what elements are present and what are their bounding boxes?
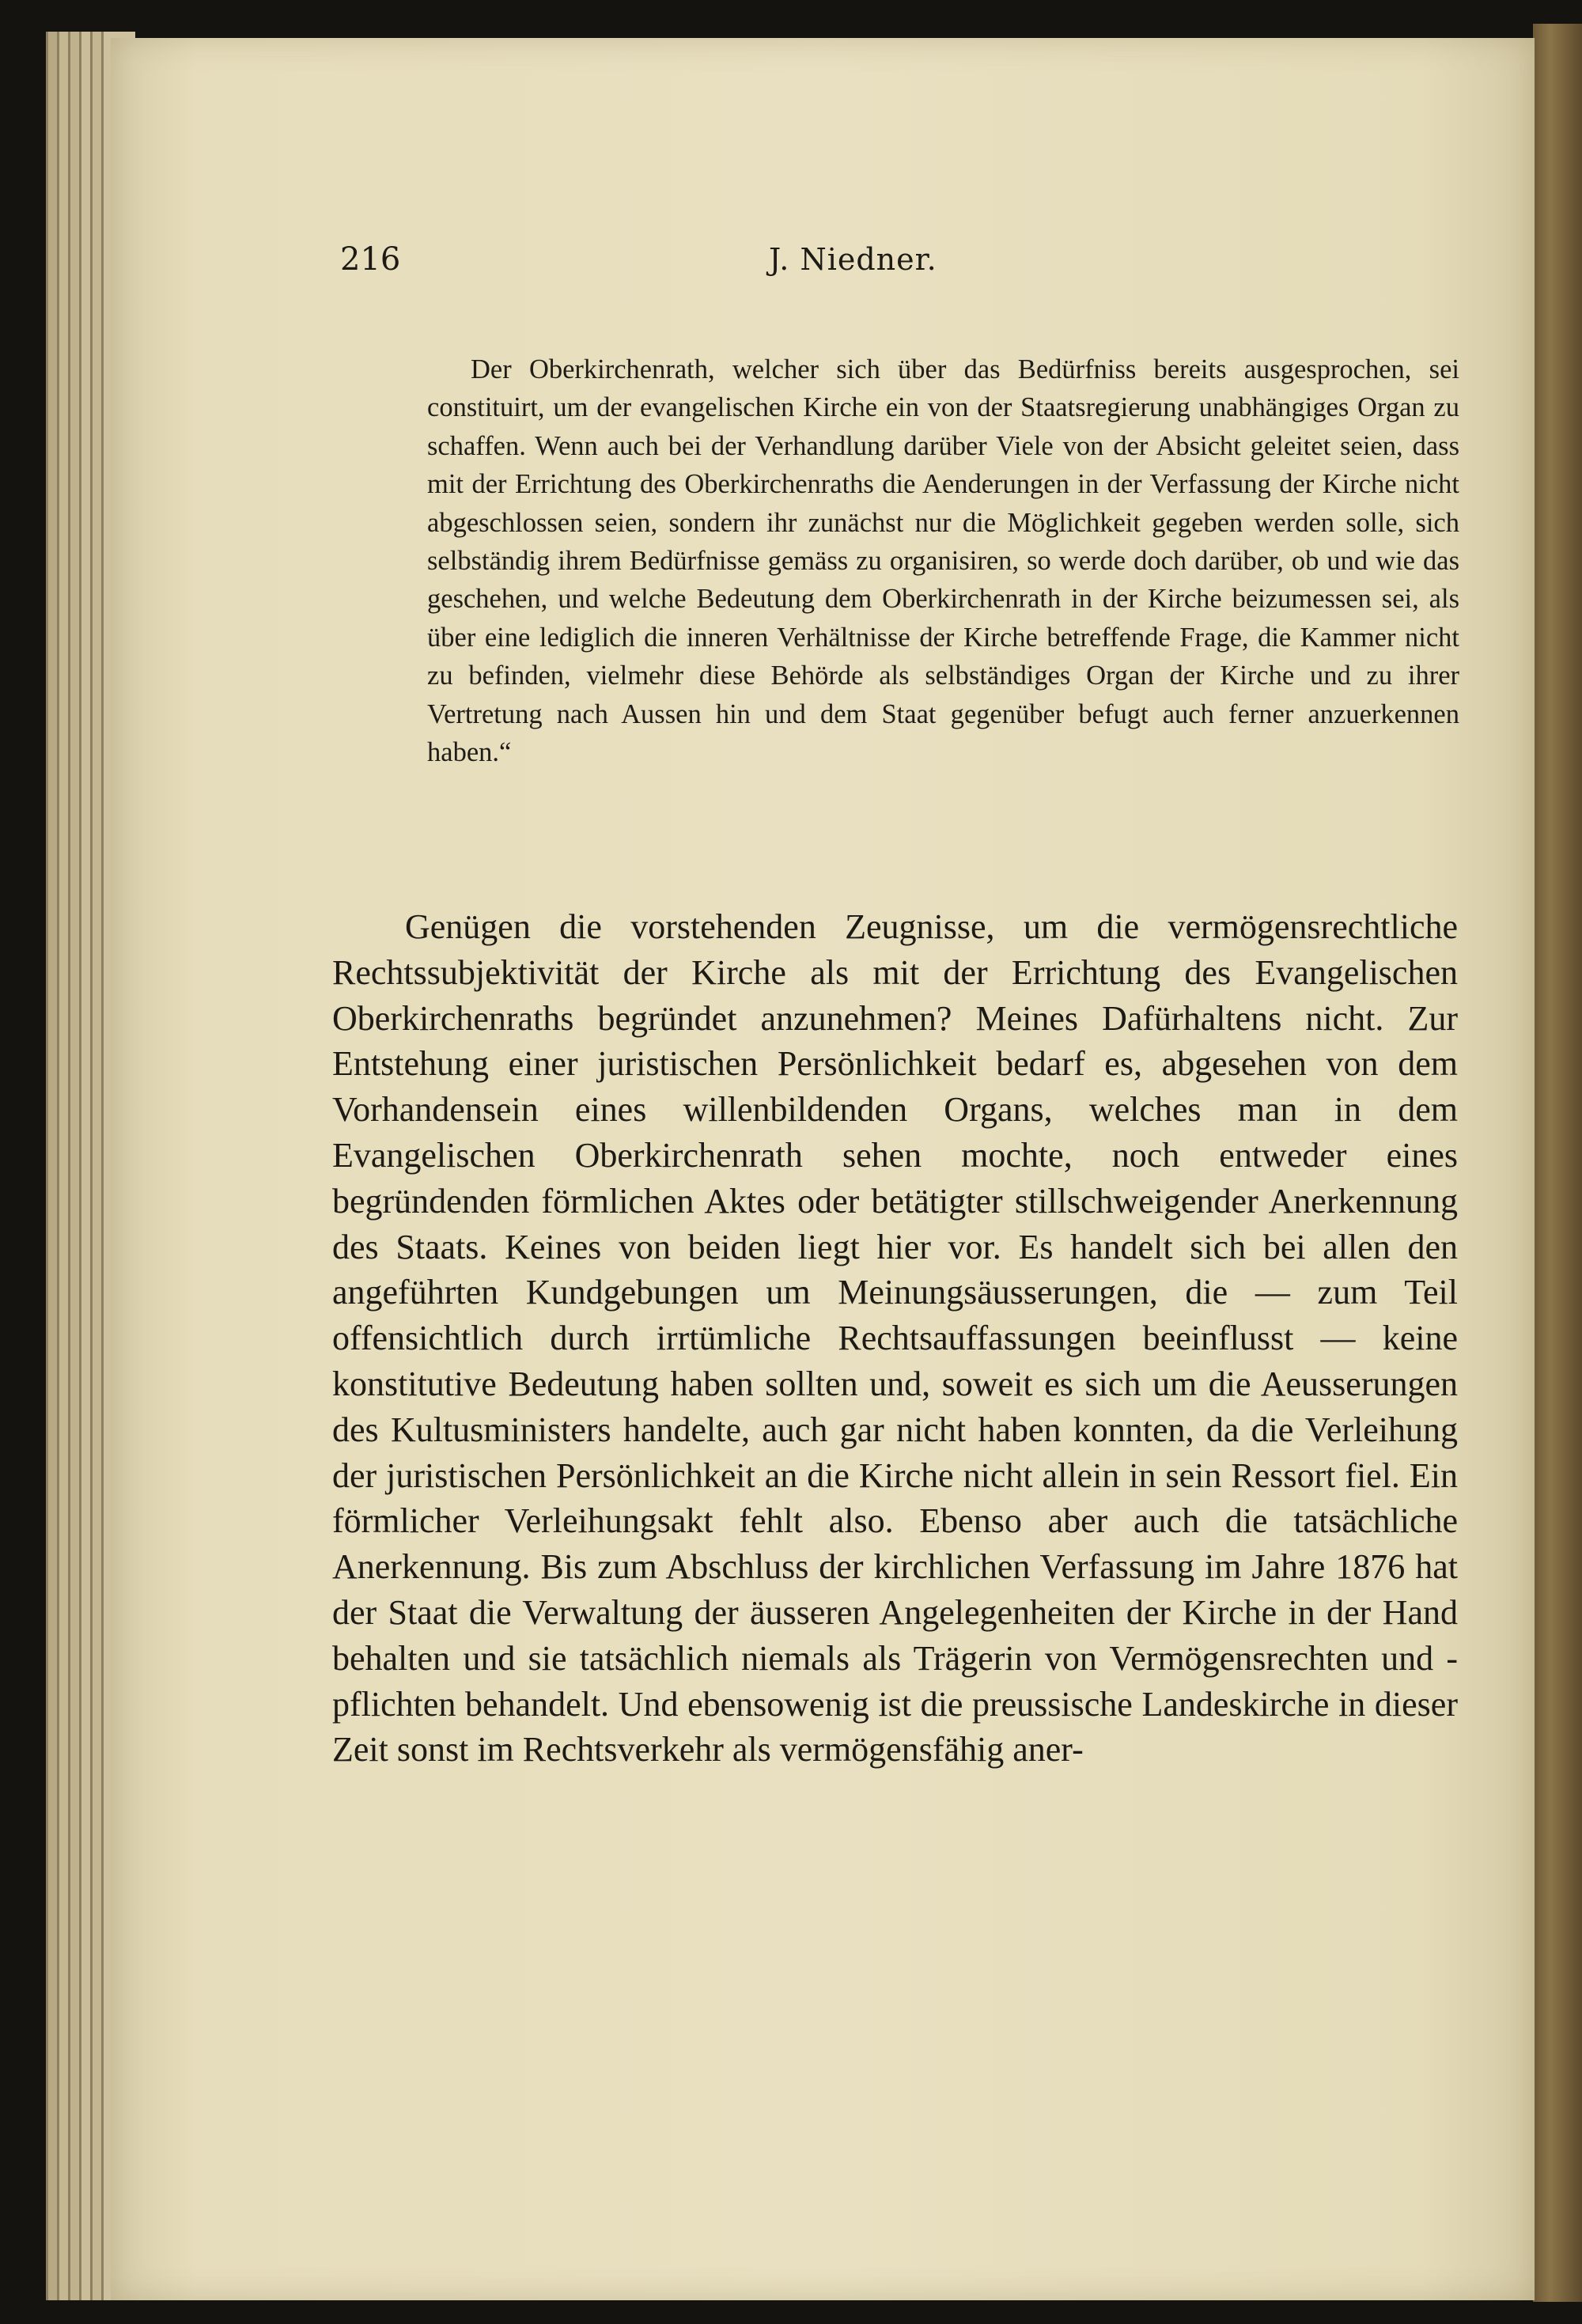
block-quote	[427, 350, 1459, 771]
facing-page-edge	[1533, 24, 1582, 2302]
body-paragraph: Genügen die vorstehenden Zeugnisse, um die vermögensrechtliche Rechtssubjektivität der Kirche als mit der Errichtung des Evangelischen Oberkirchenraths begründet anzunehmen? Meines Dafürhaltens nicht. Zur Entstehung einer juristischen Persönlichkeit bedarf es, abgesehen von dem Vorhandensein eines willenbildenden Organs, welches man in dem Evangelischen Oberkirchenrath sehen mochte, noch entweder eines begründenden förmlichen Aktes oder betätigter stillschweigender Anerkennung des Staats. Keines von beiden liegt hier vor. Es handelt sich bei allen den angeführten Kundgebungen um Meinungsäusserungen, die — zum Teil offensichtlich durch irrtümliche Rechtsauffassungen beeinflusst — keine konstitutive Bedeutung haben sollten und, soweit es sich um die Aeusserungen des Kultusministers handelte, auch gar nicht haben konnten, da die Verleihung der juristischen Persönlichkeit an die Kirche nicht allein in sein Ressort fiel. Ein förmlicher Verleihungsakt fehlt also. Ebenso aber auch die tatsächliche Anerkennung. Bis zum Abschluss der kirchlichen Verfassung im Jahre 1876 hat der Staat die Verwaltung der äusseren Angelegenheiten der Kirche in der Hand behalten und sie tatsächlich niemals als Trägerin von Vermögensrechten und -pflichten behandelt. Und ebensowenig ist die preussische Landeskirche in dieser Zeit sonst im Rechtsverkehr als vermögensfähig aner-	[332, 907, 1458, 1769]
quote-paragraph: Der Oberkirchenrath, welcher sich über das Bedürfniss bereits ausgesprochen, sei constituirt, um der evangelischen Kirche ein von der Staatsregierung unabhängiges Organ zu schaffen. Wenn auch bei der Verhandlung darüber Viele von der Absicht geleitet seien, dass mit der Errichtung des Oberkirchenraths die Aenderungen in der Verfassung der Kirche nicht abgeschlossen seien, sondern ihr zunächst nur die Möglichkeit gegeben werden solle, sich selbständig ihrem Bedürfnisse gemäss zu organisiren, so werde doch darüber, ob und wie das geschehen, und welche Bedeutung dem Oberkirchenrath in der Kirche beizumessen sei, als über eine lediglich die inneren Verhältnisse der Kirche betreffende Frage, die Kammer nicht zu befinden, vielmehr diese Behörde als selbständiges Organ der Kirche und zu ihrer Vertretung nach Aussen hin und dem Staat gegenüber befugt auch ferner anzuerkennen haben.“	[427, 354, 1459, 768]
page-number: 216	[340, 241, 401, 278]
body-text	[332, 904, 1458, 1773]
running-head	[111, 240, 1535, 279]
book-page	[111, 38, 1535, 2300]
running-title: J. Niedner.	[769, 242, 937, 277]
